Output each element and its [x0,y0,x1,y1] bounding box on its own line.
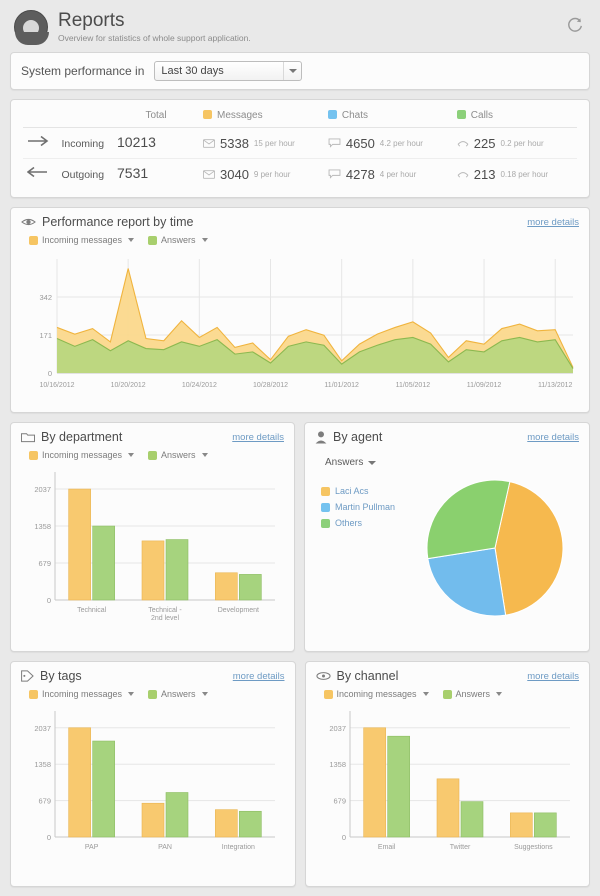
performance-legend [11,233,589,245]
svg-text:2037: 2037 [34,485,51,495]
svg-text:2037: 2037 [328,723,346,733]
svg-text:11/05/2012: 11/05/2012 [395,382,431,389]
col-messages-label: Messages [217,110,263,121]
arrow-right-icon [27,135,53,147]
legend-swatch [148,690,157,699]
more-details-link[interactable]: more details [527,431,579,443]
svg-text:0: 0 [47,369,52,378]
col-chats-label: Chats [341,110,368,121]
table-row [23,159,577,190]
phone-icon [457,138,469,148]
legend-item-martin-pullman[interactable] [321,502,413,512]
legend-label[interactable]: Laci Acs [335,486,369,496]
filter-panel [10,52,590,90]
summary-table [23,106,577,189]
cell-chats-outgoing [324,159,453,190]
messages-rate: 15 per hour [253,138,295,148]
messages-value: 3040 [220,166,249,182]
chat-bubble-icon [328,169,341,179]
legend-label: Incoming messages [42,689,123,699]
messages-swatch [203,110,212,119]
eye-icon [21,216,36,228]
svg-text:1358: 1358 [328,760,346,770]
col-chats [324,106,453,128]
cell-chats-incoming [324,128,453,159]
envelope-icon [203,170,215,179]
legend-incoming-messages[interactable] [324,689,429,699]
calls-value: 213 [473,166,496,182]
performance-panel [10,207,590,413]
svg-text:Suggestions: Suggestions [513,844,553,851]
calls-rate: 0.18 per hour [500,169,549,179]
folder-icon [21,431,35,443]
chat-bubble-icon [328,138,341,148]
legend-incoming-messages[interactable] [29,450,134,460]
svg-text:Integration: Integration [221,844,255,851]
svg-text:342: 342 [39,293,52,302]
chevron-down-icon [283,62,301,80]
department-chart [11,460,294,651]
legend-label: Answers [161,450,196,460]
svg-text:10/20/2012: 10/20/2012 [110,382,146,389]
legend-answers[interactable] [443,689,503,699]
cell-total-outgoing [113,159,199,190]
table-row [23,128,577,159]
svg-text:10/16/2012: 10/16/2012 [39,382,75,389]
svg-text:Twitter: Twitter [449,844,470,851]
chevron-down-icon [128,238,134,242]
department-chart-svg [17,464,283,640]
direction-label: Incoming [61,138,105,150]
svg-text:Technical: Technical [77,607,107,614]
svg-text:Email: Email [377,844,395,851]
calls-swatch [457,110,466,119]
legend-label: Answers [455,689,491,699]
svg-text:10/28/2012: 10/28/2012 [252,382,289,389]
cell-direction-outgoing [23,159,113,190]
channel-legend [306,687,590,699]
tags-legend [11,687,295,699]
legend-label: Incoming messages [336,689,417,699]
legend-swatch [321,519,330,528]
tags-chart-svg [17,703,283,875]
chats-value: 4650 [345,135,375,151]
svg-text:2nd level: 2nd level [150,615,180,622]
panel-title: By channel [336,669,399,683]
legend-item-others[interactable] [321,518,413,528]
period-select-value: Last 30 days [161,65,224,77]
svg-text:679: 679 [332,796,346,806]
messages-rate: 9 per hour [253,169,291,179]
legend-incoming-messages[interactable] [29,235,134,245]
more-details-link[interactable]: more details [232,431,284,443]
cell-messages-outgoing [199,159,324,190]
calls-value: 225 [473,135,496,151]
refresh-icon[interactable] [566,16,584,34]
table-header-row [23,106,577,128]
department-header [11,423,294,448]
chats-swatch [328,110,337,119]
legend-swatch [321,487,330,496]
chevron-down-icon [423,692,429,696]
direction-label: Outgoing [61,169,105,181]
chevron-down-icon [128,692,134,696]
agent-pie-svg [413,472,583,624]
agent-metric-value: Answers [325,457,364,468]
legend-answers[interactable] [148,689,208,699]
legend-swatch [29,236,38,245]
chats-rate: 4 per hour [379,169,417,179]
agent-legend [321,472,413,624]
agent-header [305,423,589,448]
channel-icon [316,670,331,682]
svg-text:0: 0 [46,596,51,605]
filter-label: System performance in [21,64,145,78]
agent-panel [304,422,590,652]
legend-incoming-messages[interactable] [29,689,134,699]
legend-swatch [29,690,38,699]
department-panel [10,422,295,652]
svg-text:1358: 1358 [34,522,51,532]
page-subtitle: Overview for statistics of whole support application. [58,33,251,43]
legend-swatch [321,503,330,512]
title-block [58,11,251,43]
chevron-down-icon [202,692,208,696]
tags-panel [10,661,296,887]
svg-text:679: 679 [38,559,51,569]
svg-text:171: 171 [39,331,52,340]
legend-label: Answers [161,689,196,699]
more-details-link[interactable]: more details [527,670,579,682]
chevron-down-icon [202,453,208,457]
cell-calls-outgoing [453,159,577,190]
cell-direction-incoming [23,128,113,159]
svg-text:679: 679 [38,796,51,806]
legend-label: Incoming messages [42,235,123,245]
svg-text:Technical -: Technical - [148,607,182,614]
svg-text:1358: 1358 [34,760,51,770]
chats-value: 4278 [345,166,375,182]
channel-header [306,662,590,687]
legend-swatch [443,690,452,699]
tag-icon [21,670,34,682]
legend-swatch [324,690,333,699]
more-details-link[interactable]: more details [232,670,285,682]
cell-total-incoming [113,128,199,159]
chats-rate: 4.2 per hour [379,138,423,148]
legend-answers[interactable] [148,235,208,245]
total-value: 10213 [117,134,156,150]
svg-text:11/13/2012: 11/13/2012 [537,382,573,389]
performance-header [11,208,589,233]
messages-value: 5338 [220,135,249,151]
user-icon [315,431,327,444]
panel-title: By department [41,430,123,444]
performance-chart-svg [17,249,583,401]
legend-answers[interactable] [148,450,208,460]
chevron-down-icon [202,238,208,242]
chevron-down-icon [368,461,376,465]
legend-label[interactable]: Martin Pullman [335,502,396,512]
tags-header [11,662,295,687]
chevron-down-icon [496,692,502,696]
svg-text:11/01/2012: 11/01/2012 [324,382,359,389]
panel-title: By tags [40,669,82,683]
agent-metric-dropdown[interactable] [321,455,380,470]
page-header [10,8,590,52]
cell-calls-incoming [453,128,577,159]
app-logo-icon [14,10,48,44]
department-legend [11,448,294,460]
svg-text:10/24/2012: 10/24/2012 [181,382,217,389]
cell-messages-incoming [199,128,324,159]
period-select[interactable] [154,61,302,81]
legend-swatch [148,451,157,460]
legend-swatch [29,451,38,460]
summary-panel [10,99,590,198]
channel-panel [305,661,591,887]
col-calls [453,106,577,128]
arrow-left-icon [27,166,53,178]
svg-text:11/09/2012: 11/09/2012 [466,382,502,389]
col-total: Total [113,106,199,128]
page-title: Reports [58,10,125,31]
calls-rate: 0.2 per hour [500,138,544,148]
panel-title: By agent [333,430,383,444]
svg-text:PAP: PAP [84,844,99,851]
more-details-link[interactable]: more details [527,216,579,228]
total-value: 7531 [117,165,149,181]
legend-label: Incoming messages [42,450,123,460]
svg-text:0: 0 [341,833,346,842]
tags-chart [11,699,295,886]
legend-label: Answers [161,235,196,245]
col-direction [23,106,113,128]
svg-text:PAN: PAN [158,844,172,851]
col-messages [199,106,324,128]
svg-text:2037: 2037 [34,723,51,733]
envelope-icon [203,139,215,148]
legend-item-laci-acs[interactable] [321,486,413,496]
panel-title: Performance report by time [42,215,194,229]
performance-chart [11,245,589,412]
chevron-down-icon [128,453,134,457]
channel-chart [306,699,590,886]
col-calls-label: Calls [470,110,494,121]
channel-chart-svg [312,703,578,875]
phone-icon [457,169,469,179]
legend-label[interactable]: Others [335,518,363,528]
svg-text:0: 0 [46,833,51,842]
svg-text:Development: Development [217,607,259,614]
legend-swatch [148,236,157,245]
